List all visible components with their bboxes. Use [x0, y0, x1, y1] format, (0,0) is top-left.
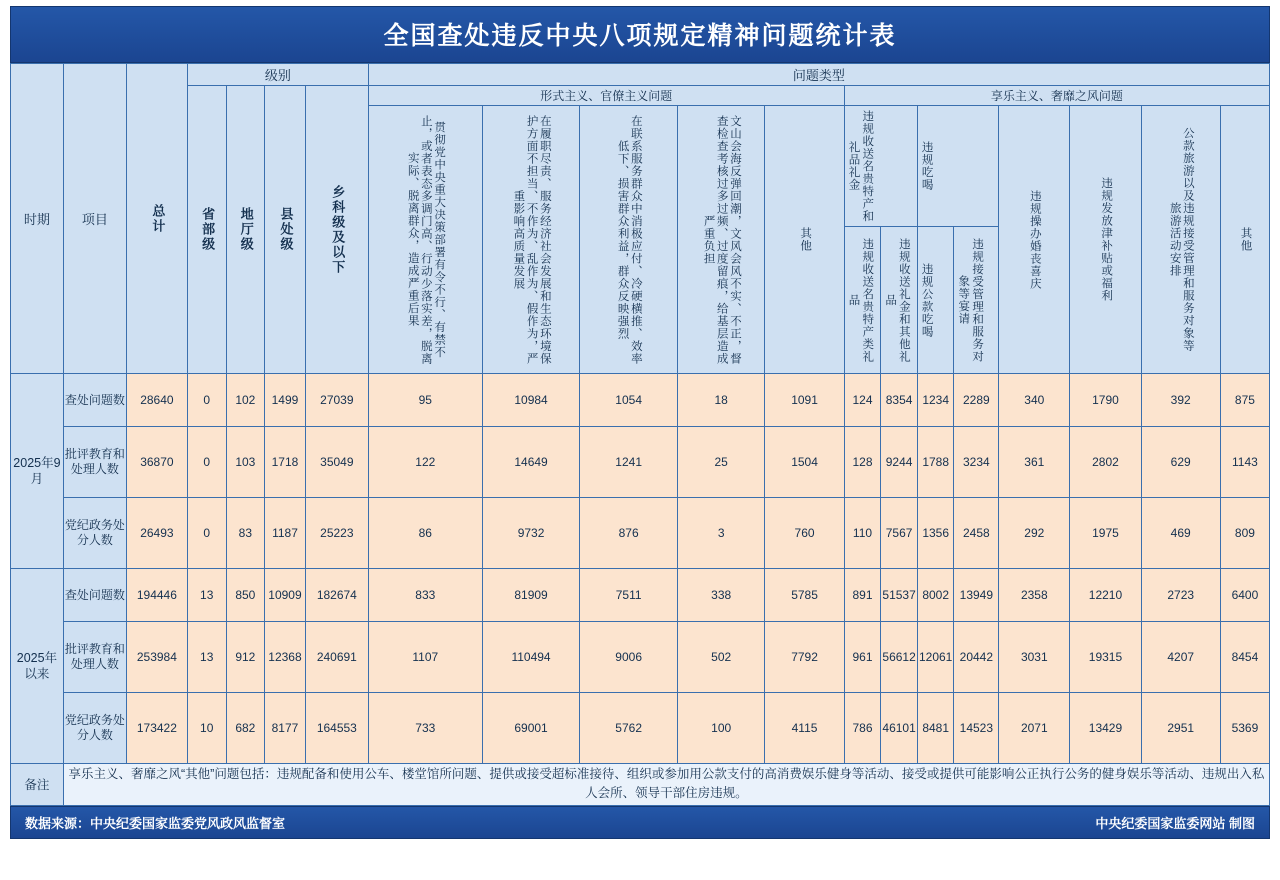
cell-0-2-6: 9732 — [482, 498, 580, 569]
cell-1-2-0: 173422 — [126, 693, 187, 764]
cell-1-1-12: 12061 — [917, 622, 954, 693]
cell-0-0-10: 124 — [844, 374, 881, 427]
cell-0-0-7: 1054 — [580, 374, 678, 427]
cell-0-1-4: 35049 — [305, 427, 368, 498]
table-row — [11, 374, 1270, 427]
hedonism-wedding-label: 违规操办婚丧喜庆 — [1028, 189, 1041, 290]
header-hedonism-travel — [1141, 106, 1220, 374]
cell-0-1-5: 122 — [368, 427, 482, 498]
page-title: 全国查处违反中央八项规定精神问题统计表 — [10, 6, 1270, 63]
formalism-col-4-label: 文山会海反弹回潮，文风会风不实、不正，督查检查考核过多过频、过度留痕，给基层造成严重负担 — [702, 114, 741, 365]
header-formalism-col-2 — [482, 106, 580, 374]
cell-0-1-11: 9244 — [881, 427, 918, 498]
cell-1-1-8: 502 — [677, 622, 764, 693]
cell-0-1-1: 0 — [187, 427, 226, 498]
cell-0-1-7: 1241 — [580, 427, 678, 498]
formalism-col-1-label: 贯彻党中央重大决策部署有令不行、有禁不止，或者表态多调门高、行动少落实差，脱离实际、脱离群众，造成严重后果 — [406, 114, 446, 365]
cell-0-1-15: 2802 — [1070, 427, 1141, 498]
hedonism-dining-group-label: 违规吃喝 — [920, 141, 933, 191]
header-gift-sub-1 — [844, 227, 881, 374]
cell-1-2-13: 14523 — [954, 693, 999, 764]
header-formalism-col-4 — [677, 106, 764, 374]
cell-1-0-17: 6400 — [1220, 569, 1269, 622]
row-label-1-0: 查处问题数 — [63, 569, 126, 622]
header-hedonism-gift-group — [844, 106, 917, 227]
cell-0-2-2: 83 — [226, 498, 265, 569]
cell-0-2-7: 876 — [580, 498, 678, 569]
cell-0-0-8: 18 — [677, 374, 764, 427]
header-dining-sub-2 — [954, 227, 999, 374]
cell-0-2-4: 25223 — [305, 498, 368, 569]
gift-sub-2-label: 违规收送礼金和其他礼品 — [884, 237, 910, 363]
cell-1-0-6: 81909 — [482, 569, 580, 622]
header-formalism-col-other — [765, 106, 844, 374]
cell-1-0-14: 2358 — [999, 569, 1070, 622]
header-total — [126, 64, 187, 374]
header-formalism-col-3 — [580, 106, 678, 374]
level-township-label: 乡科级及以下 — [330, 184, 346, 275]
hedonism-gift-group-label: 违规收送名贵特产和礼品礼金 — [847, 109, 874, 223]
cell-1-2-1: 10 — [187, 693, 226, 764]
formalism-col-other-label: 其他 — [799, 227, 812, 252]
cell-1-2-15: 13429 — [1070, 693, 1141, 764]
cell-1-1-9: 7792 — [765, 622, 844, 693]
cell-1-0-2: 850 — [226, 569, 265, 622]
cell-0-1-3: 1718 — [265, 427, 306, 498]
cell-0-0-12: 1234 — [917, 374, 954, 427]
cell-1-2-3: 8177 — [265, 693, 306, 764]
cell-1-0-8: 338 — [677, 569, 764, 622]
cell-1-2-14: 2071 — [999, 693, 1070, 764]
cell-0-2-3: 1187 — [265, 498, 306, 569]
note-text: 享乐主义、奢靡之风“其他”问题包括：违规配备和使用公车、楼堂馆所问题、提供或接受超标准接待、组织或参加用公款支付的高消费娱乐健身等活动、接受或提供可能影响公正执行公务的健身娱乐等活动、违规出入私人会所、领导干部住房违规。 — [63, 764, 1269, 806]
header-formalism-group: 形式主义、官僚主义问题 — [368, 86, 844, 106]
cell-1-1-11: 56612 — [881, 622, 918, 693]
row-label-1-2: 党纪政务处分人数 — [63, 693, 126, 764]
header-level-county — [265, 86, 306, 374]
note-label: 备注 — [11, 764, 64, 806]
row-label-0-0: 查处问题数 — [63, 374, 126, 427]
cell-0-2-11: 7567 — [881, 498, 918, 569]
cell-0-2-10: 110 — [844, 498, 881, 569]
header-hedonism-dining-group — [917, 106, 998, 227]
table-row — [11, 622, 1270, 693]
cell-0-2-12: 1356 — [917, 498, 954, 569]
cell-1-1-16: 4207 — [1141, 622, 1220, 693]
header-gift-sub-2 — [881, 227, 918, 374]
cell-0-1-2: 103 — [226, 427, 265, 498]
cell-0-0-16: 392 — [1141, 374, 1220, 427]
cell-0-1-6: 14649 — [482, 427, 580, 498]
cell-0-1-9: 1504 — [765, 427, 844, 498]
cell-1-2-6: 69001 — [482, 693, 580, 764]
cell-0-1-10: 128 — [844, 427, 881, 498]
cell-0-0-14: 340 — [999, 374, 1070, 427]
cell-0-2-8: 3 — [677, 498, 764, 569]
cell-0-0-1: 0 — [187, 374, 226, 427]
hedonism-subsidy-label: 违规发放津补贴或福利 — [1100, 177, 1113, 302]
cell-1-2-11: 46101 — [881, 693, 918, 764]
cell-1-0-16: 2723 — [1141, 569, 1220, 622]
level-county-label: 县处级 — [278, 207, 294, 252]
dining-sub-1-label: 违规公款吃喝 — [920, 262, 933, 338]
hedonism-travel-label: 公款旅游以及违规接受管理和服务对象等旅游活动安排 — [1168, 127, 1194, 352]
cell-0-0-3: 1499 — [265, 374, 306, 427]
cell-0-0-6: 10984 — [482, 374, 580, 427]
table-row — [11, 427, 1270, 498]
cell-1-0-12: 8002 — [917, 569, 954, 622]
cell-0-1-12: 1788 — [917, 427, 954, 498]
gift-sub-1-label: 违规收送名贵特产类礼品 — [847, 237, 874, 363]
cell-0-2-13: 2458 — [954, 498, 999, 569]
cell-0-0-11: 8354 — [881, 374, 918, 427]
cell-1-2-2: 682 — [226, 693, 265, 764]
table-row — [11, 693, 1270, 764]
cell-0-0-2: 102 — [226, 374, 265, 427]
header-hedonism-group: 享乐主义、奢靡之风问题 — [844, 86, 1269, 106]
table-row — [11, 569, 1270, 622]
cell-0-1-16: 629 — [1141, 427, 1220, 498]
cell-1-2-9: 4115 — [765, 693, 844, 764]
dining-sub-2-label: 违规接受管理和服务对象等宴请 — [957, 237, 984, 363]
header-level-province — [187, 86, 226, 374]
cell-0-2-0: 26493 — [126, 498, 187, 569]
cell-1-1-0: 253984 — [126, 622, 187, 693]
cell-0-2-9: 760 — [765, 498, 844, 569]
cell-0-1-17: 1143 — [1220, 427, 1269, 498]
cell-1-1-13: 20442 — [954, 622, 999, 693]
cell-1-0-7: 7511 — [580, 569, 678, 622]
cell-1-0-3: 10909 — [265, 569, 306, 622]
statistics-table — [10, 63, 1270, 806]
cell-1-2-16: 2951 — [1141, 693, 1220, 764]
cell-1-0-10: 891 — [844, 569, 881, 622]
cell-0-0-4: 27039 — [305, 374, 368, 427]
cell-1-2-10: 786 — [844, 693, 881, 764]
cell-1-1-7: 9006 — [580, 622, 678, 693]
cell-0-2-5: 86 — [368, 498, 482, 569]
formalism-col-3-label: 在联系服务群众中消极应付、冷硬横推、效率低下、损害群众利益，群众反映强烈 — [616, 114, 642, 365]
cell-0-1-0: 36870 — [126, 427, 187, 498]
header-level-prefecture — [226, 86, 265, 374]
cell-0-0-13: 2289 — [954, 374, 999, 427]
cell-1-0-0: 194446 — [126, 569, 187, 622]
cell-0-2-15: 1975 — [1070, 498, 1141, 569]
hedonism-other-label: 其他 — [1239, 227, 1252, 252]
level-province-label: 省部级 — [200, 207, 216, 252]
cell-1-0-15: 12210 — [1070, 569, 1141, 622]
row-label-1-1: 批评教育和处理人数 — [63, 622, 126, 693]
table-row — [11, 498, 1270, 569]
header-hedonism-subsidy — [1070, 106, 1141, 374]
cell-0-0-9: 1091 — [765, 374, 844, 427]
header-hedonism-wedding — [999, 106, 1070, 374]
cell-0-2-14: 292 — [999, 498, 1070, 569]
cell-1-2-7: 5762 — [580, 693, 678, 764]
cell-0-1-14: 361 — [999, 427, 1070, 498]
header-dining-sub-1 — [917, 227, 954, 374]
cell-1-0-13: 13949 — [954, 569, 999, 622]
header-time: 时期 — [11, 64, 64, 374]
header-problem-type: 问题类型 — [368, 64, 1269, 86]
row-label-0-2: 党纪政务处分人数 — [63, 498, 126, 569]
cell-1-1-3: 12368 — [265, 622, 306, 693]
period-label-1: 2025年以来 — [11, 569, 64, 764]
header-formalism-col-1 — [368, 106, 482, 374]
cell-1-0-1: 13 — [187, 569, 226, 622]
period-label-0: 2025年9月 — [11, 374, 64, 569]
footer-bar — [10, 806, 1270, 839]
cell-1-0-5: 833 — [368, 569, 482, 622]
header-level-township — [305, 86, 368, 374]
cell-1-2-4: 164553 — [305, 693, 368, 764]
row-label-0-1: 批评教育和处理人数 — [63, 427, 126, 498]
cell-1-1-17: 8454 — [1220, 622, 1269, 693]
cell-0-0-0: 28640 — [126, 374, 187, 427]
cell-0-0-5: 95 — [368, 374, 482, 427]
cell-0-1-8: 25 — [677, 427, 764, 498]
cell-1-2-5: 733 — [368, 693, 482, 764]
header-hedonism-other — [1220, 106, 1269, 374]
header-level-group: 级别 — [187, 64, 368, 86]
cell-1-1-14: 3031 — [999, 622, 1070, 693]
cell-0-0-15: 1790 — [1070, 374, 1141, 427]
cell-0-2-1: 0 — [187, 498, 226, 569]
cell-1-1-10: 961 — [844, 622, 881, 693]
header-item: 项目 — [63, 64, 126, 374]
footer-credit: 中央纪委国家监委网站 制图 — [1095, 815, 1255, 831]
cell-1-0-9: 5785 — [765, 569, 844, 622]
cell-0-1-13: 3234 — [954, 427, 999, 498]
cell-1-2-8: 100 — [677, 693, 764, 764]
cell-1-1-6: 110494 — [482, 622, 580, 693]
cell-1-1-15: 19315 — [1070, 622, 1141, 693]
cell-1-1-2: 912 — [226, 622, 265, 693]
level-prefecture-label: 地厅级 — [238, 207, 254, 252]
cell-0-2-16: 469 — [1141, 498, 1220, 569]
cell-1-2-17: 5369 — [1220, 693, 1269, 764]
cell-0-2-17: 809 — [1220, 498, 1269, 569]
cell-1-1-5: 1107 — [368, 622, 482, 693]
header-total-label: 总计 — [150, 203, 166, 234]
cell-1-1-1: 13 — [187, 622, 226, 693]
note-row — [11, 764, 1270, 806]
formalism-col-2-label: 在履职尽责、服务经济社会发展和生态环境保护方面不担当、不作为、乱作为、假作为，严重影响高质量发展 — [512, 114, 551, 365]
cell-0-0-17: 875 — [1220, 374, 1269, 427]
footer-source: 数据来源：中央纪委国家监委党风政风监督室 — [25, 815, 286, 831]
cell-1-0-11: 51537 — [881, 569, 918, 622]
cell-1-1-4: 240691 — [305, 622, 368, 693]
cell-1-2-12: 8481 — [917, 693, 954, 764]
cell-1-0-4: 182674 — [305, 569, 368, 622]
